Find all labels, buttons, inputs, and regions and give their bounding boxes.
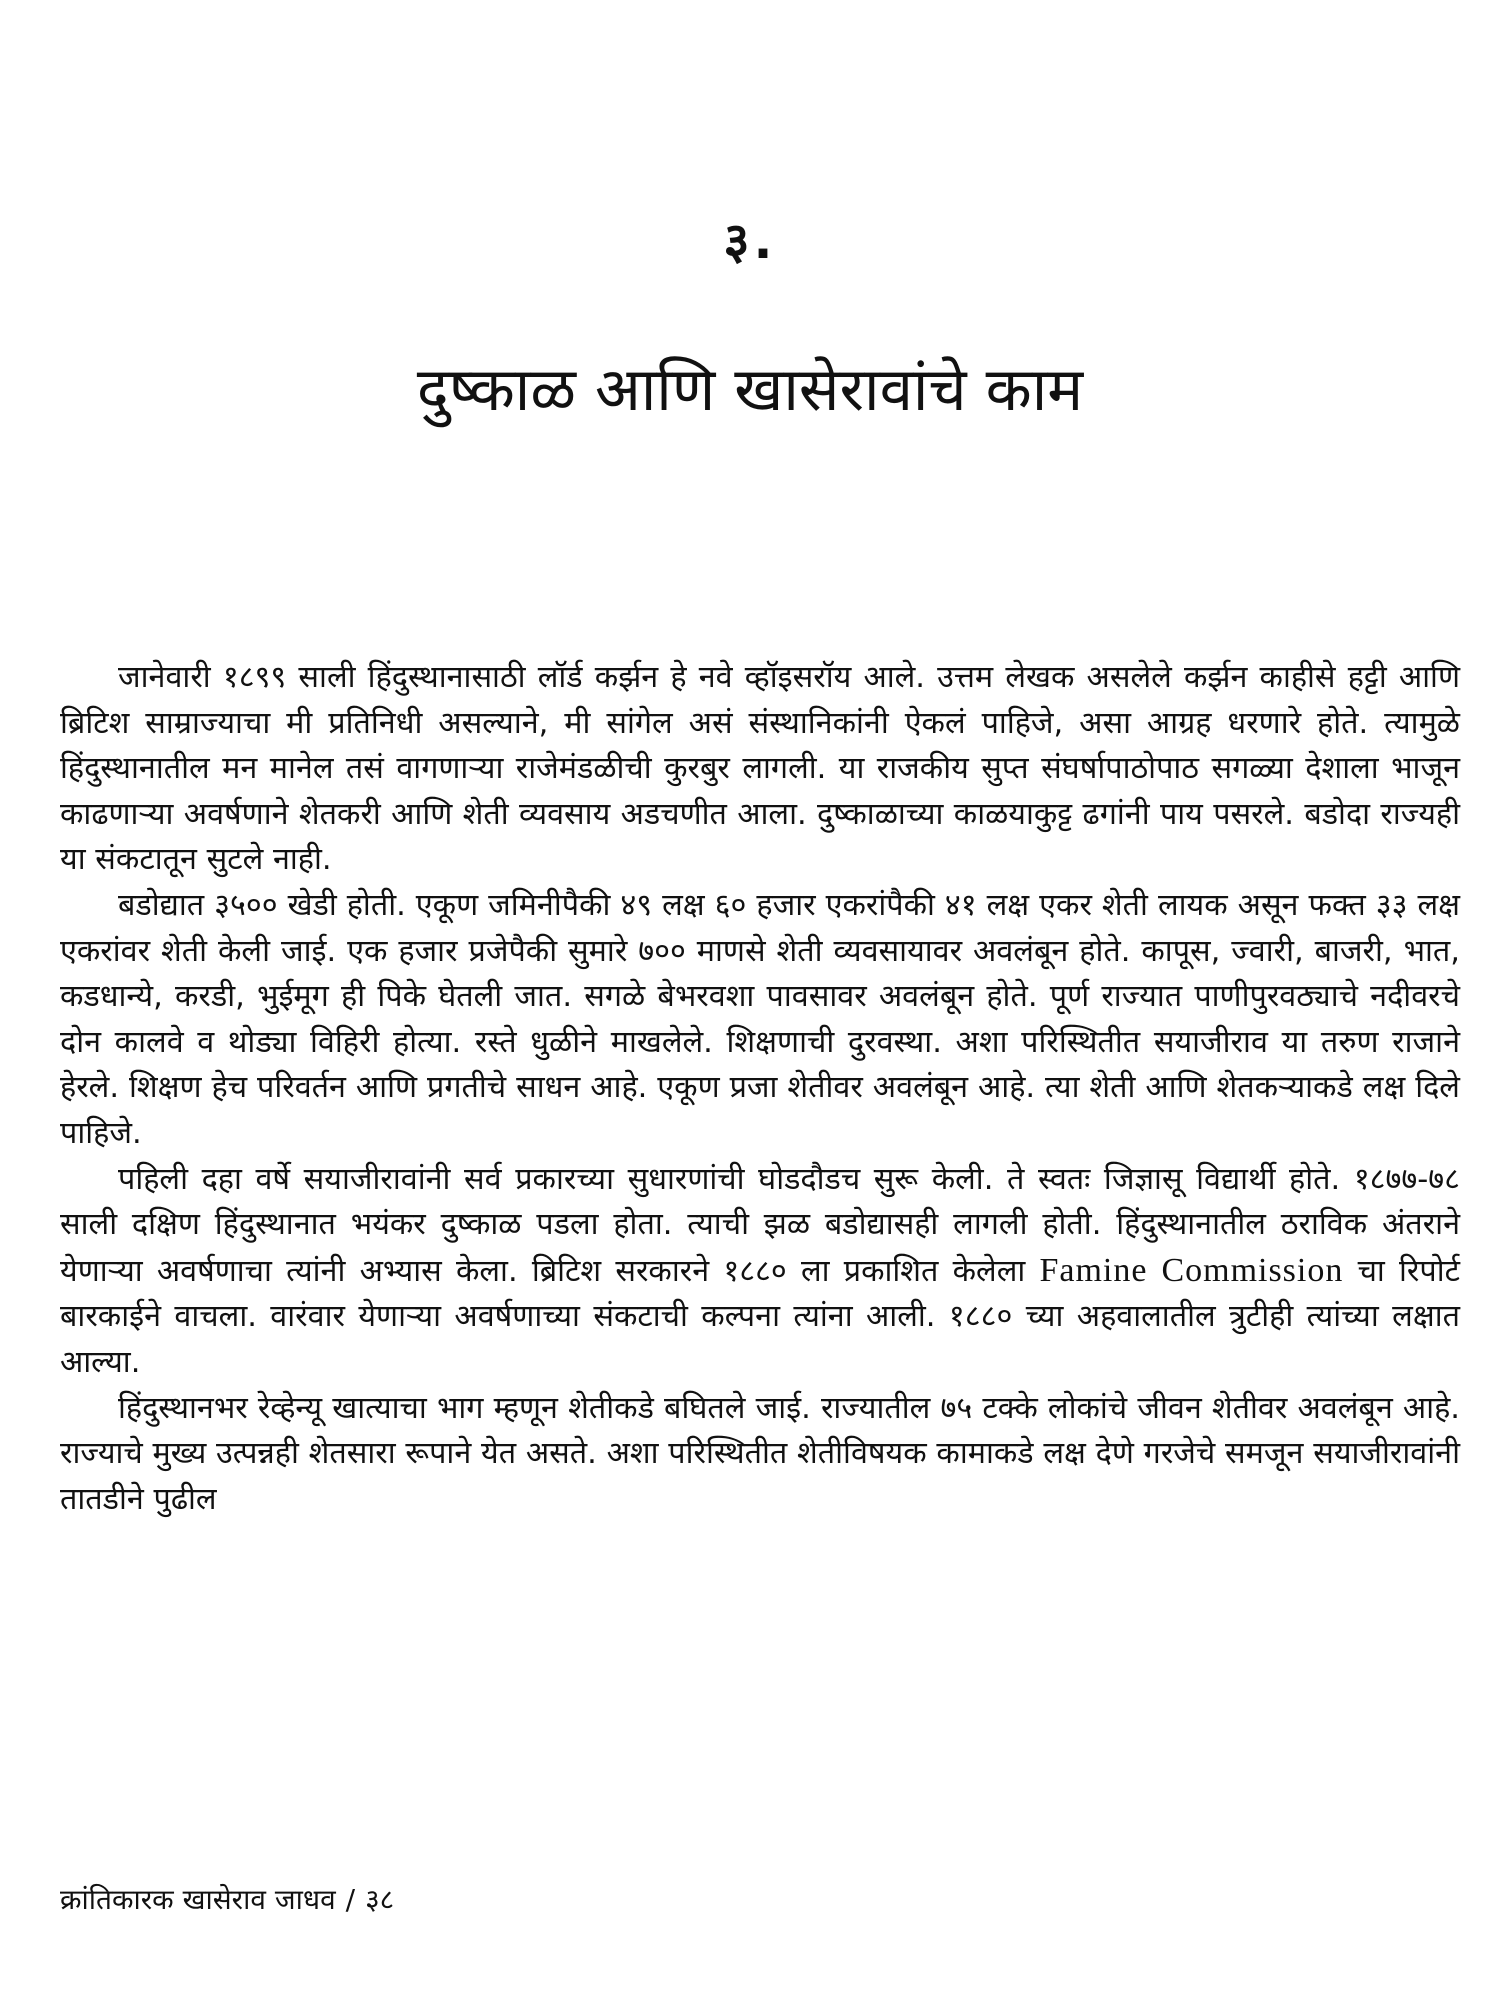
footer-page-number: ३८: [365, 1883, 395, 1916]
paragraph-3: [60, 1157, 1460, 1386]
paragraph-2: बडोद्यात ३५०० खेडी होती. एकूण जमिनीपैकी ४९ लक्ष ६० हजार एकरांपैकी ४१ लक्ष एकर शेती लायक असून फक्त ३३ लक्ष एकरांवर शेती केली जाई. एक हजार प्रजेपैकी सुमारे ७०० माणसे शेती व्यवसायावर अवलंबून होते. कापूस, ज्वारी, बाजरी, भात, कडधान्ये, करडी, भुईमूग ही पिके घेतली जात. सगळे बेभरवशा पावसावर अवलंबून होते. पूर्ण राज्यात पाणीपुरवठ्याचे नदीवरचे दोन कालवे व थोड्या विहिरी होत्या. रस्ते धुळीने माखलेले. शिक्षणाची दुरवस्था. अशा परिस्थितीत सयाजीराव या तरुण राजाने हेरले. शिक्षण हेच परिवर्तन आणि प्रगतीचे साधन आहे. एकूण प्रजा शेतीवर अवलंबून आहे. त्या शेती आणि शेतकऱ्याकडे लक्ष दिले पाहिजे.: [60, 887, 1461, 1151]
footer-separator: /: [345, 1883, 356, 1916]
footer-book-title: क्रांतिकारक खासेराव जाधव: [60, 1883, 336, 1916]
chapter-title: दुष्काळ आणि खासेरावांचे काम: [416, 355, 1084, 425]
paragraph-1: जानेवारी १८९९ साली हिंदुस्थानासाठी लॉर्ड कर्झन हे नवे व्हॉइसरॉय आले. उत्तम लेखक असलेले कर्झन काहीसे हट्टी आणि ब्रिटिश साम्राज्याचा मी प्रतिनिधी असल्याने, मी सांगेल असं संस्थानिकांनी ऐकलं पाहिजे, असा आग्रह धरणारे होते. त्यामुळे हिंदुस्थानातील मन मानेल तसं वागणाऱ्या राजेमंडळीची कुरबुर लागली. या राजकीय सुप्त संघर्षापाठोपाठ सगळ्या देशाला भाजून काढणाऱ्या अवर्षणाने शेतकरी आणि शेती व्यवसाय अडचणीत आला. दुष्काळाच्या काळयाकुट्ट ढगांनी पाय पसरले. बडोदा राज्यही या संकटातून सुटले नाही.: [60, 660, 1460, 878]
body-text: [60, 655, 1460, 1522]
paragraph-3-part-1: पहिली दहा वर्षे सयाजीरावांनी सर्व प्रकारच्या सुधारणांची घोडदौडच सुरू केली. ते स्वतः जिज्ञासू विद्यार्थी होते. १८७७-७८ साली दक्षिण हिंदुस्थानात भयंकर दुष्काळ पडला होता. त्याची झळ बडोद्यासही लागली होती. हिंदुस्थानातील ठराविक अंतराने येणाऱ्या अवर्षणाचा त्यांनी अभ्यास केला. ब्रिटिश सरकारने १८८० ला प्रकाशित केलेला: [60, 1161, 1460, 1289]
page-footer: [60, 1880, 394, 1920]
english-term: Famine Commission: [1039, 1251, 1344, 1289]
paragraph-3-part-2: चा रिपोर्ट बारकाईने वाचला. वारंवार येणाऱ्या अवर्षणाच्या संकटाची कल्पना त्यांना आली. १८८० च्या अहवालातील त्रुटीही त्यांच्या लक्षात आल्या.: [60, 1253, 1460, 1380]
paragraph-4: हिंदुस्थानभर रेव्हेन्यू खात्याचा भाग म्हणून शेतीकडे बघितले जाई. राज्यातील ७५ टक्के लोकांचे जीवन शेतीवर अवलंबून आहे. राज्याचे मुख्य उत्पन्नही शेतसारा रूपाने येत असते. अशा परिस्थितीत शेतीविषयक कामाकडे लक्ष देणे गरजेचे समजून सयाजीरावांनी तातडीने पुढील: [60, 1390, 1460, 1517]
chapter-number: ३.: [723, 212, 777, 270]
